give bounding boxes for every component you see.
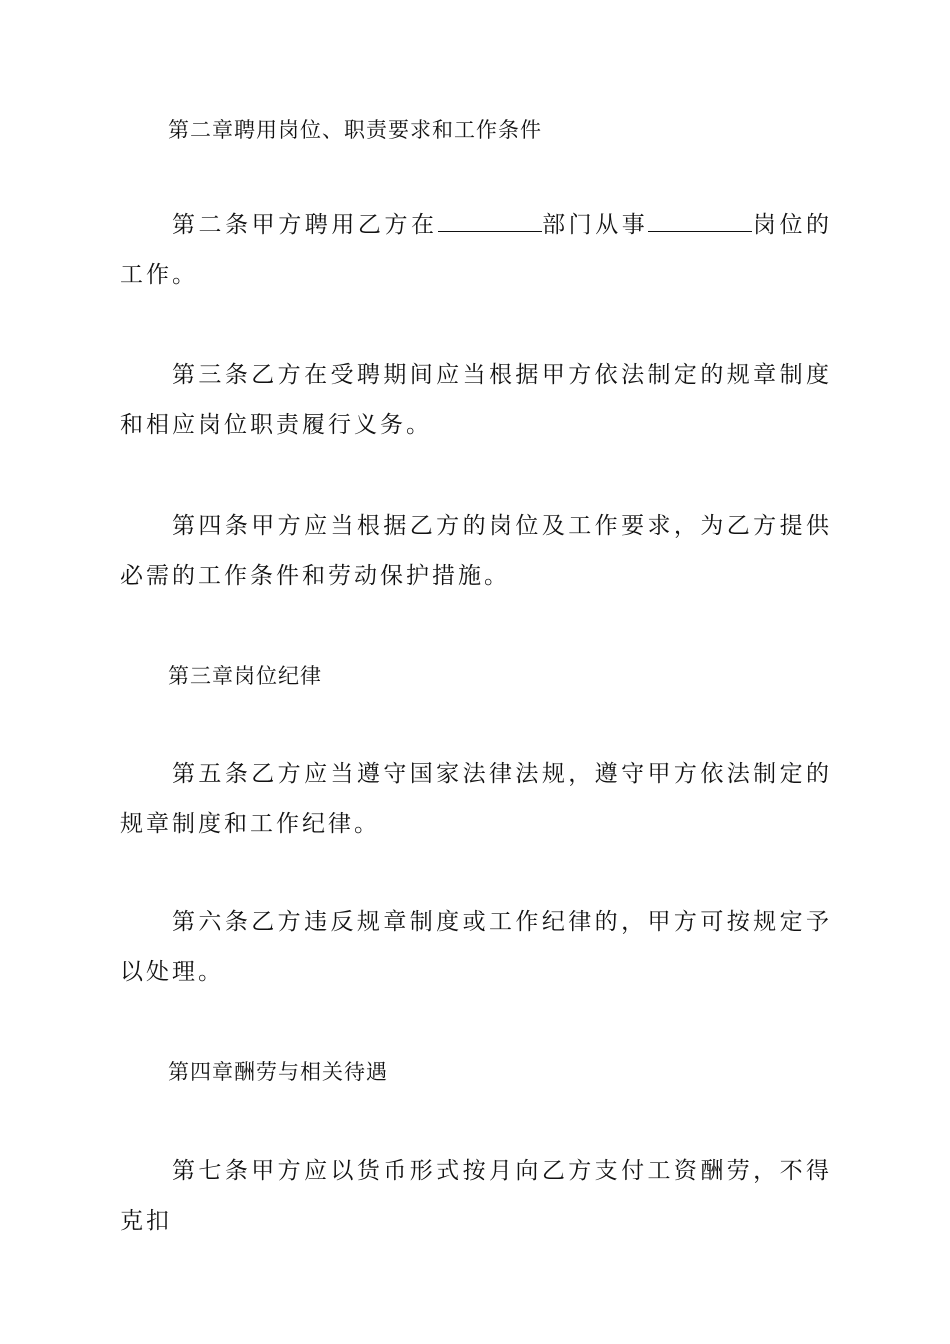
- article-2-part-3: 岗位的工作。: [120, 212, 833, 288]
- article-4: 第四条甲方应当根据乙方的岗位及工作要求，为乙方提供必需的工作条件和劳动保护措施。: [120, 513, 832, 589]
- article-7: 第七条甲方应以货币形式按月向乙方支付工资酬劳，不得克扣: [120, 1158, 832, 1234]
- article-2-part-1: 第二条甲方聘用乙方在: [172, 212, 438, 238]
- article-3: 第三条乙方在受聘期间应当根据甲方依法制定的规章制度和相应岗位职责履行义务。: [120, 362, 832, 438]
- article-6: 第六条乙方违反规章制度或工作纪律的，甲方可按规定予以处理。: [120, 909, 832, 985]
- article-5: 第五条乙方应当遵守国家法律法规，遵守甲方依法制定的规章制度和工作纪律。: [120, 761, 832, 837]
- article-2-part-2: 部门从事: [541, 212, 649, 238]
- position-blank: [648, 213, 752, 232]
- chapter-2-title: 第二章聘用岗位、职责要求和工作条件: [168, 118, 542, 142]
- chapter-4-title: 第四章酬劳与相关待遇: [168, 1060, 388, 1084]
- article-2: [120, 200, 832, 300]
- chapter-3-title: 第三章岗位纪律: [168, 664, 322, 688]
- department-blank: [438, 213, 542, 232]
